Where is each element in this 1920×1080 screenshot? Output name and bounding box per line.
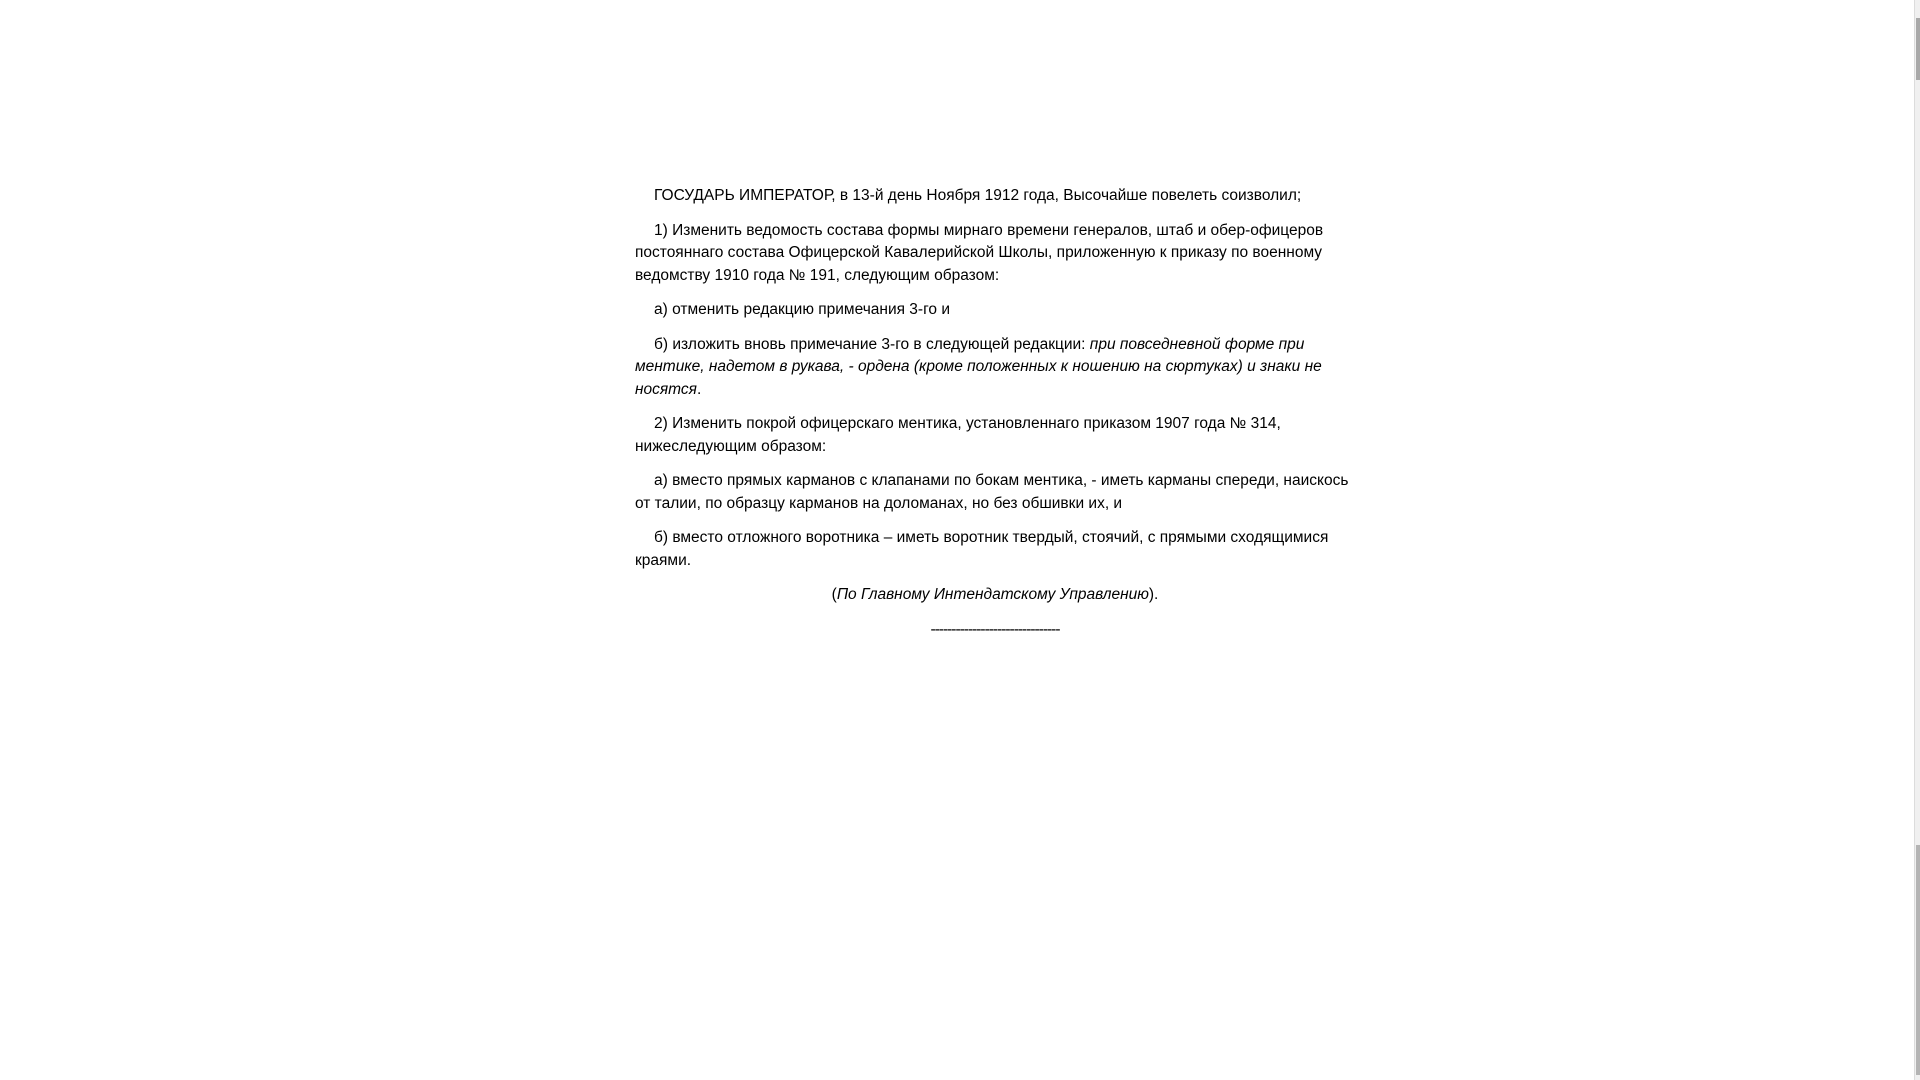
- paragraph-item-1b: [635, 334, 1355, 402]
- paragraph-item-1a: а) отменить редакцию примечания 3-го и: [654, 301, 950, 318]
- scrollbar-thumb[interactable]: [1916, 845, 1920, 1075]
- signoff-open: (: [831, 586, 837, 603]
- paragraph-item-2: 2) Изменить покрой офицерскаго ментика, установленнаго приказом 1907 года № 314, нижеследующим образом:: [635, 415, 1281, 455]
- document-body: [635, 185, 1355, 653]
- signoff-department: По Главному Интендатскому Управлению: [836, 586, 1149, 603]
- signoff-line: [635, 584, 1355, 607]
- separator-line: -------------------------------: [930, 620, 1060, 638]
- paragraph-decree-intro: ГОСУДАРЬ ИМПЕРАТОР, в 13-й день Ноября 1912 года, Высочайше повелеть соизволил;: [654, 187, 1302, 204]
- paragraph-item-1b-end: .: [696, 380, 702, 398]
- paragraph-item-1b-italic: при повседневной форме при ментике, надетом в рукава, - ордена (кроме положенных к ношению на сюртуках) и знаки не носятся: [635, 335, 1322, 398]
- paragraph-item-2b: б) вместо отложного воротника – иметь воротник твердый, стоячий, с прямыми сходящимися краями.: [635, 529, 1329, 569]
- paragraph-item-1: 1) Изменить ведомость состава формы мирнаго времени генералов, штаб и обер-офицеров постояннаго состава Офицерской Кавалерийской Школы, приложенную к приказу по военному ведомству 1910 года № 191, следующим образом:: [635, 221, 1324, 284]
- paragraph-item-2a: а) вместо прямых карманов с клапанами по бокам ментика, - иметь карманы спереди, наискось от талии, по образцу карманов на доломанах, но без обшивки их, и: [635, 472, 1349, 512]
- signoff-close: ).: [1148, 586, 1159, 603]
- paragraph-item-1b-regular: б) изложить вновь примечание 3-го в следующей редакции:: [654, 335, 1090, 353]
- scrollbar-mark-top[interactable]: [1916, 18, 1920, 80]
